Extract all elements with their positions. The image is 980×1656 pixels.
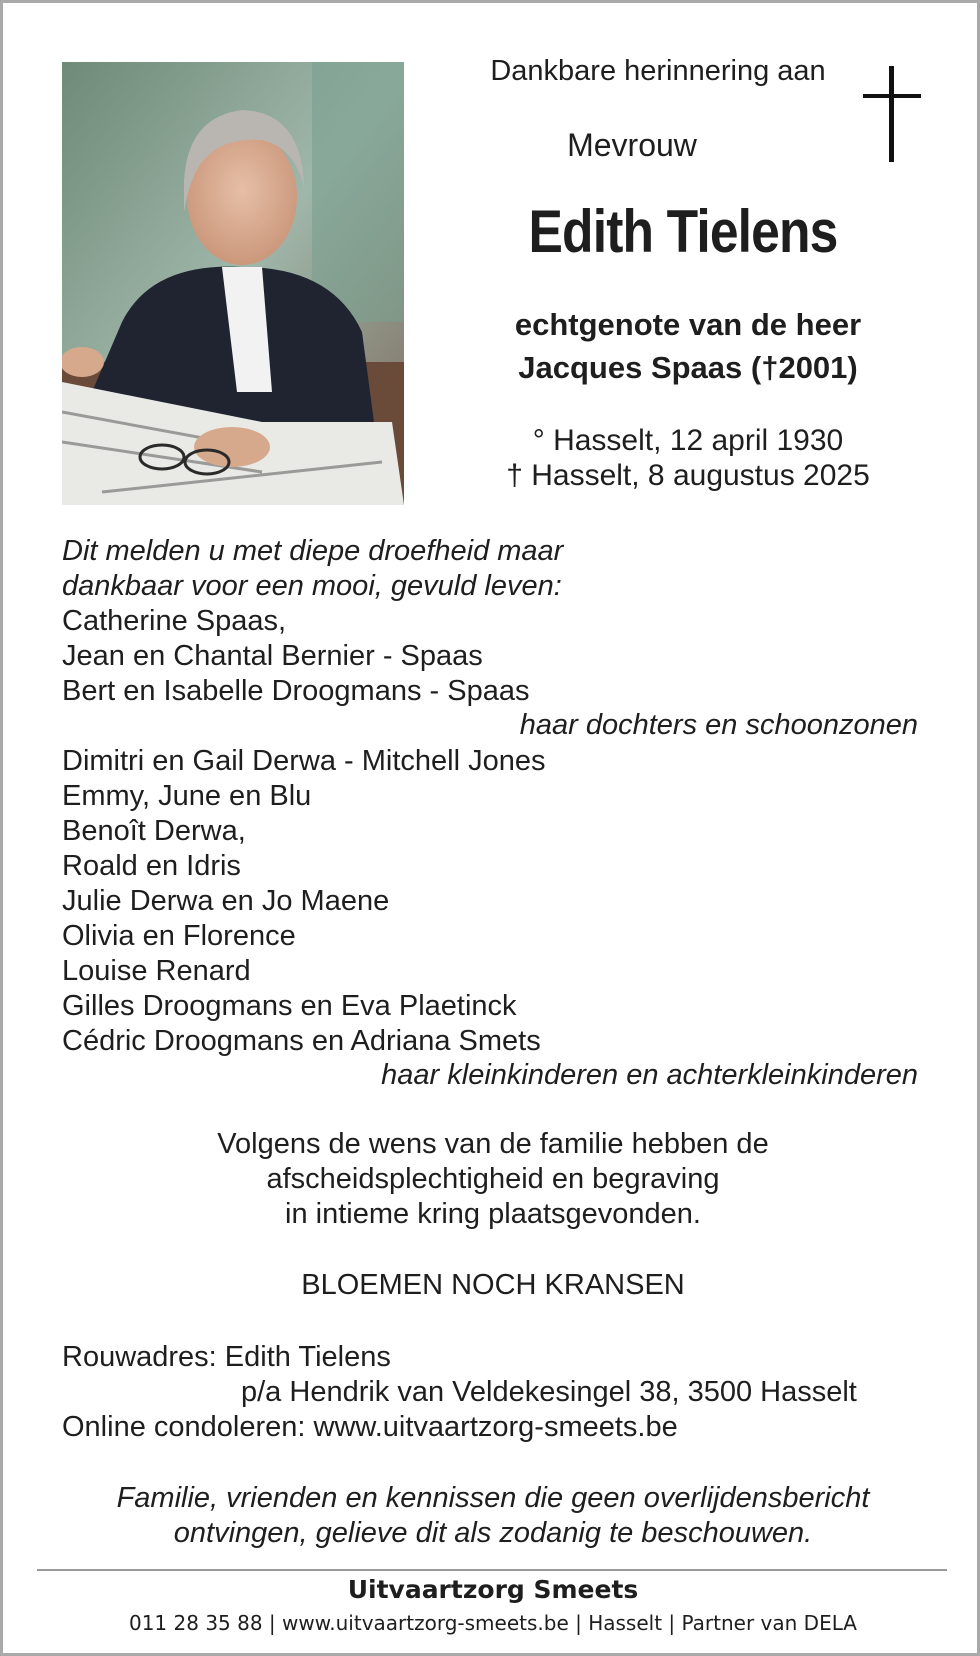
family-name: Cédric Droogmans en Adriana Smets [62, 1025, 541, 1057]
funeral-company: Uitvaartzorg Smeets [347, 1575, 639, 1604]
family-name: Olivia en Florence [62, 920, 296, 952]
honorific: Mevrouw [567, 127, 697, 163]
closing-line-1: Familie, vrienden en kennissen die geen overlijdensbericht [116, 1482, 870, 1514]
latin-cross-icon [863, 66, 921, 162]
ceremony-line-1: Volgens de wens van de familie hebben de [217, 1128, 769, 1160]
deceased-name: Edith Tielens [528, 198, 838, 265]
children-caption: haar dochters en schoonzonen [519, 709, 918, 741]
closing-line-2: ontvingen, gelieve dit als zodanig te beschouwen. [173, 1517, 813, 1549]
family-name: Julie Derwa en Jo Maene [62, 885, 390, 917]
funeral-company-info: 011 28 35 88 | www.uitvaartzorg-smeets.be | Hasselt | Partner van DELA [128, 1611, 857, 1635]
family-name: Louise Renard [62, 955, 251, 987]
portrait-photo [62, 62, 404, 505]
family-name: Roald en Idris [62, 850, 241, 882]
spouse-line-2: Jacques Spaas (†2001) [518, 350, 858, 385]
family-name: Emmy, June en Blu [62, 780, 312, 812]
ceremony-line-3: in intieme kring plaatsgevonden. [285, 1198, 701, 1230]
ceremony-line-2: afscheidsplechtigheid en begraving [266, 1163, 720, 1195]
intro-text: Dankbare herinnering aan [490, 55, 826, 87]
address-line-1: Rouwadres: Edith Tielens [62, 1341, 391, 1373]
grandchildren-caption: haar kleinkinderen en achterkleinkinderen [381, 1059, 918, 1091]
footer-divider [37, 1569, 947, 1571]
birth-date: ° Hasselt, 12 april 1930 [532, 424, 844, 457]
family-name: Jean en Chantal Bernier - Spaas [62, 640, 483, 672]
spouse-line-1: echtgenote van de heer [514, 307, 862, 342]
family-name: Benoît Derwa, [62, 815, 246, 847]
family-name: Bert en Isabelle Droogmans - Spaas [62, 675, 530, 707]
online-condolence: Online condoleren: www.uitvaartzorg-smeets.be [62, 1411, 678, 1443]
announcement-line-2: dankbaar voor een mooi, gevuld leven: [62, 570, 562, 602]
family-name: Catherine Spaas, [62, 605, 287, 637]
announcement-line-1: Dit melden u met diepe droefheid maar [62, 535, 564, 567]
family-name: Dimitri en Gail Derwa - Mitchell Jones [62, 745, 546, 777]
flowers-notice: BLOEMEN NOCH KRANSEN [301, 1269, 685, 1301]
family-name: Gilles Droogmans en Eva Plaetinck [62, 990, 517, 1022]
address-line-2: p/a Hendrik van Veldekesingel 38, 3500 Hasselt [241, 1376, 857, 1408]
death-date: † Hasselt, 8 augustus 2025 [506, 459, 870, 492]
